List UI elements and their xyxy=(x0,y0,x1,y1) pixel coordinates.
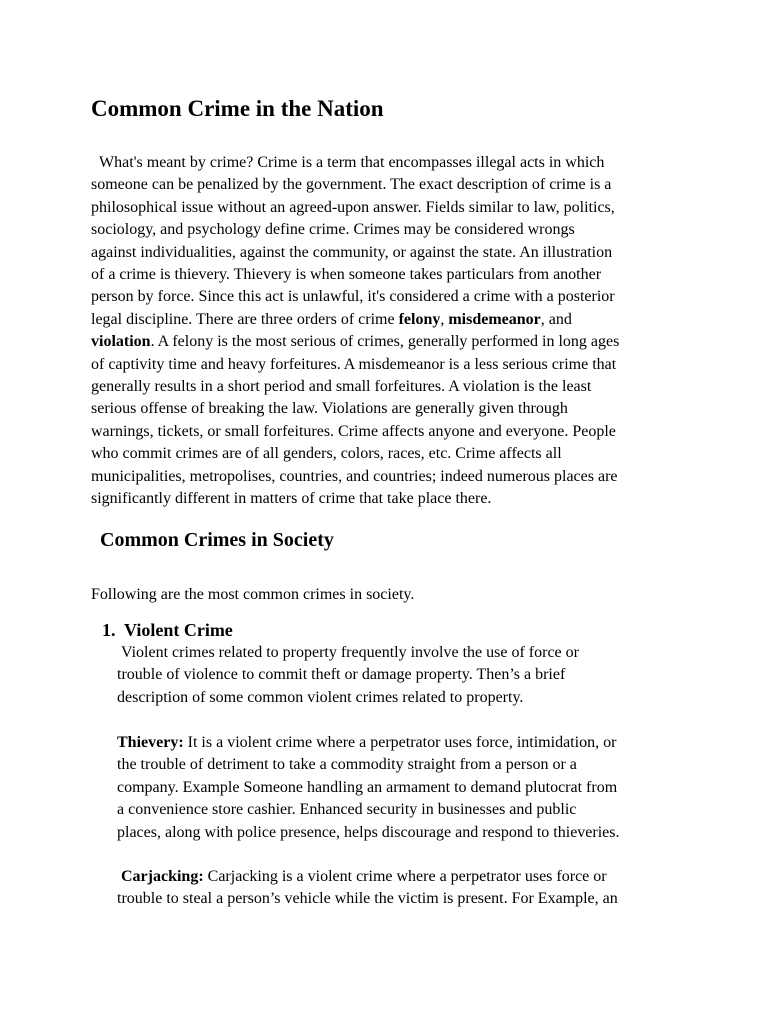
text-line: Violent crimes related to property frequently involve the use of force or xyxy=(121,644,579,661)
text-fragment: It is a violent crime where a perpetrator uses force, intimidation, or xyxy=(183,734,617,751)
text-line: municipalities, metropolises, countries, and countries; indeed numerous places are xyxy=(91,467,618,485)
term-misdemeanor: misdemeanor xyxy=(448,310,541,328)
text-line: description of some common violent crimes related to property. xyxy=(117,688,524,706)
intro-paragraph xyxy=(91,152,691,511)
text-line xyxy=(91,331,691,353)
text-line: who commit crimes are of all genders, colors, races, etc. Crime affects all xyxy=(91,445,562,463)
list-number: 1. xyxy=(102,620,116,640)
text-line: trouble of violence to commit theft or damage property. Then’s a brief xyxy=(117,666,566,684)
text-line xyxy=(117,732,692,754)
text-line: significantly different in matters of crime that take place there. xyxy=(91,490,492,508)
document-title: Common Crime in the Nation xyxy=(91,96,384,121)
term-thievery: Thievery: xyxy=(117,734,184,751)
text-line: What's meant by crime? Crime is a term that encompasses illegal acts in which xyxy=(99,154,605,171)
text-line xyxy=(91,309,691,331)
text-fragment: . A felony is the most serious of crimes, generally performed in long ages xyxy=(150,333,620,351)
text-line: generally results in a short period and small forfeitures. A violation is the least xyxy=(91,378,592,396)
text-line: the trouble of detriment to take a commodity straight from a person or a xyxy=(117,756,577,774)
term-carjacking: Carjacking: xyxy=(121,868,204,885)
text-line: of captivity time and heavy forfeitures. A misdemeanor is a less serious crime that xyxy=(91,355,617,373)
list-item-heading xyxy=(102,617,233,643)
text-line: sociology, and psychology define crime. Crimes may be considered wrongs xyxy=(91,221,575,239)
text-line: serious offense of breaking the law. Violations are generally given through xyxy=(91,400,568,418)
violent-crime-paragraph xyxy=(117,642,692,709)
text-fragment: , xyxy=(440,310,449,328)
section-intro: Following are the most common crimes in society. xyxy=(91,586,415,603)
text-fragment: , and xyxy=(540,310,572,328)
term-violation: violation xyxy=(91,333,151,351)
text-line: places, along with police presence, helps discourage and respond to thieveries. xyxy=(117,823,620,841)
term-felony: felony xyxy=(398,310,441,328)
text-line: a convenience store cashier. Enhanced security in businesses and public xyxy=(117,801,577,819)
text-line: person by force. Since this act is unlawful, it's considered a crime with a posterior xyxy=(91,288,615,306)
text-fragment: Carjacking is a violent crime where a perpetrator uses force or xyxy=(203,868,607,885)
text-fragment: legal discipline. There are three orders of crime xyxy=(91,310,399,328)
text-line: company. Example Someone handling an armament to demand plutocrat from xyxy=(117,778,618,796)
text-line: of a crime is thievery. Thievery is when someone takes particulars from another xyxy=(91,266,602,284)
section-heading: Common Crimes in Society xyxy=(100,529,334,551)
text-line xyxy=(117,866,692,888)
carjacking-paragraph xyxy=(117,866,692,911)
text-line: trouble to steal a person’s vehicle while the victim is present. For Example, an xyxy=(117,890,618,908)
text-line: philosophical issue without an agreed-upon answer. Fields similar to law, politics, xyxy=(91,198,615,216)
text-line: against individualities, against the community, or against the state. An illustration xyxy=(91,243,613,261)
thievery-paragraph xyxy=(117,732,692,844)
list-label: Violent Crime xyxy=(124,620,233,640)
text-line: warnings, tickets, or small forfeitures. Crime affects anyone and everyone. People xyxy=(91,422,616,440)
text-line: someone can be penalized by the government. The exact description of crime is a xyxy=(91,176,612,194)
